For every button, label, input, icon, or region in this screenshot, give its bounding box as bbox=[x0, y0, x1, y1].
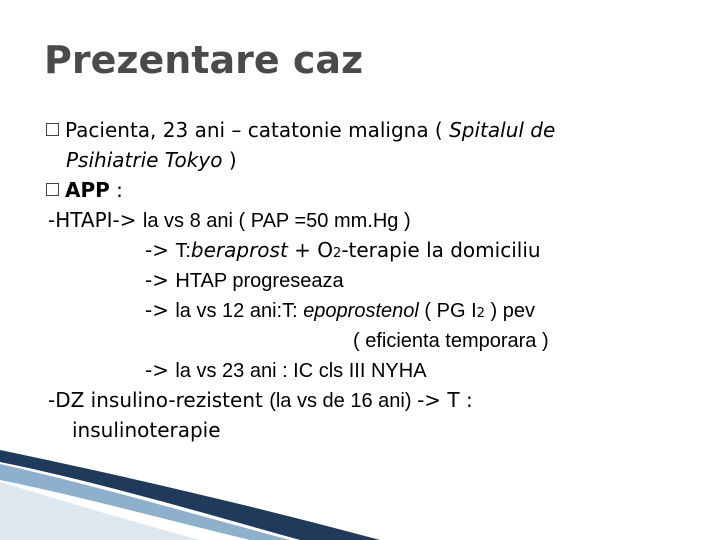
text-part: -> T : bbox=[417, 388, 473, 412]
text-part: -terapie la domiciliu bbox=[341, 238, 541, 262]
line-insulinoterapie bbox=[72, 415, 221, 445]
text-subscript: 2 bbox=[333, 246, 342, 261]
text-part: -HTAPI-> bbox=[48, 208, 143, 232]
slide-title: Prezentare caz bbox=[44, 38, 364, 82]
line-progreseaza bbox=[145, 265, 344, 296]
text-bold: APP bbox=[65, 178, 110, 202]
text-part: insulinoterapie bbox=[72, 418, 221, 442]
text-part: la vs 23 ani : IC cls III NYHA bbox=[175, 360, 427, 382]
text-part: la vs 12 ani:T: bbox=[175, 300, 304, 322]
text-part: la vs 8 ani ( PAP =50 mm.Hg ) bbox=[142, 210, 411, 232]
bullet-icon bbox=[46, 123, 59, 136]
text-part: -> bbox=[145, 298, 176, 322]
text-part: Pacienta, 23 ani – catatonie maligna ( bbox=[65, 118, 450, 142]
line-ic bbox=[145, 355, 427, 386]
line-psihiatrie bbox=[66, 145, 237, 175]
line-epoprostenol bbox=[145, 295, 535, 329]
text-italic: beraprost bbox=[190, 238, 288, 262]
text-part: (la vs de 16 ani) bbox=[269, 390, 418, 412]
text-italic: epoprostenol bbox=[303, 300, 419, 322]
text-part: -> bbox=[145, 268, 176, 292]
decorative-swoosh bbox=[0, 450, 720, 540]
text-part: ( eficienta temporara ) bbox=[353, 330, 549, 352]
line-pacienta bbox=[46, 115, 555, 145]
text-part: HTAP progreseaza bbox=[175, 270, 344, 292]
text-part: -> bbox=[145, 238, 176, 262]
text-part: -DZ insulino-rezistent bbox=[48, 388, 270, 412]
text-part: ) pev bbox=[484, 300, 535, 322]
text-part: T: bbox=[175, 240, 191, 262]
bullet-icon bbox=[46, 183, 59, 196]
text-part: ) bbox=[228, 148, 237, 172]
text-part: -> bbox=[145, 358, 176, 382]
line-htapi bbox=[48, 205, 411, 236]
line-app bbox=[46, 175, 123, 205]
line-beraprost bbox=[145, 235, 541, 269]
text-part: ( PG I bbox=[418, 300, 477, 322]
text-part: : bbox=[109, 178, 123, 202]
text-part: + O bbox=[287, 238, 334, 262]
text-italic: Spitalul de bbox=[449, 118, 556, 142]
line-dz bbox=[48, 385, 473, 416]
line-eficienta bbox=[353, 325, 549, 356]
text-italic: Psihiatrie Tokyo bbox=[66, 148, 229, 172]
text-subscript: 2 bbox=[476, 306, 485, 321]
